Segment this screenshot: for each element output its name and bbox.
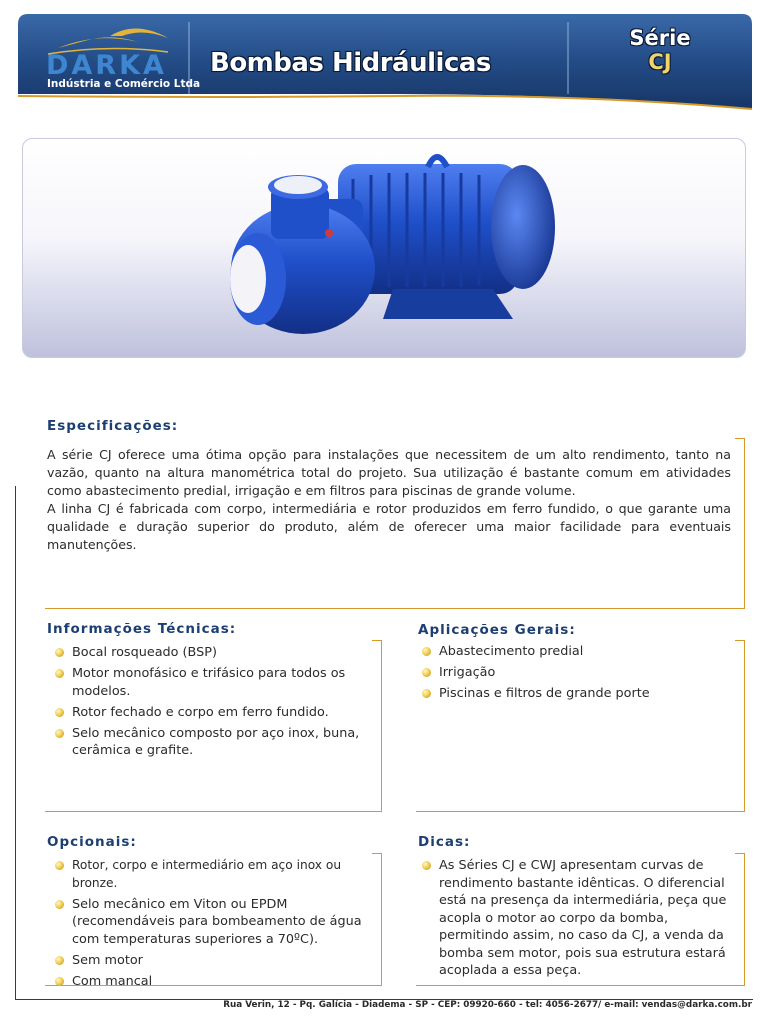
list-item	[414, 643, 734, 661]
tips-list	[414, 857, 736, 983]
applications-title: Aplicações Gerais:	[418, 622, 576, 638]
optionals-title: Opcionais:	[47, 834, 137, 850]
bullet-icon	[55, 729, 64, 738]
list-item	[47, 725, 367, 760]
bullet-icon	[55, 669, 64, 678]
list-item-text: Com mancal	[72, 973, 153, 989]
list-item	[47, 857, 375, 892]
list-item	[47, 952, 375, 970]
page-left-rule	[15, 486, 16, 1000]
list-item	[47, 704, 367, 722]
specs-paragraph-1: A série CJ oferece uma ótima opção para instalações que necessitem de um alto rendimento, tanto na vazão, quanto na altura manométrica total do projeto. Sua utilização é bastante comum em atividades como abastecimento predial, irrigação e em filtros para piscinas de grande volume.	[47, 447, 731, 498]
list-item-text: Selo mecânico composto por aço inox, buna, cerâmica e grafite.	[72, 725, 360, 758]
list-item	[47, 973, 375, 991]
list-item-text: Bocal rosqueado (BSP)	[72, 645, 217, 660]
product-photo	[22, 138, 746, 358]
applications-list	[414, 643, 734, 706]
list-item-text: Rotor, corpo e intermediário em aço inox ou bronze.	[72, 858, 342, 890]
list-item	[47, 896, 375, 949]
list-item-text: Piscinas e filtros de grande porte	[439, 686, 650, 701]
list-item-text: Selo mecânico em Viton ou EPDM (recomendáveis para bombeamento de água com temperaturas superiores a 70ºC).	[72, 896, 362, 947]
logo-subtitle: Indústria e Comércio Ltda	[47, 78, 201, 90]
specs-paragraph-2: A linha CJ é fabricada com corpo, intermediária e rotor produzidos em ferro fundido, o que garante uma qualidade e duração superior do produto, além de oferecer uma maior facilidade para eventuais manutenções.	[47, 501, 731, 552]
list-item-text: Abastecimento predial	[439, 644, 584, 659]
list-item-text: Irrigação	[439, 665, 496, 680]
list-item-text: Sem motor	[72, 952, 143, 968]
bullet-icon	[422, 689, 431, 698]
tips-title: Dicas:	[418, 834, 471, 850]
header-banner	[18, 14, 752, 106]
bullet-icon	[55, 977, 64, 986]
bullet-icon	[55, 900, 64, 909]
bullet-icon	[422, 861, 431, 870]
list-item-text: Rotor fechado e corpo em ferro fundido.	[72, 704, 329, 720]
series-badge	[570, 26, 750, 74]
logo-wordmark: DARKA	[46, 50, 167, 81]
list-item-text: As Séries CJ e CWJ apresentam curvas de rendimento bastante idênticas. O diferencial está na presença da intermediária, peça que acopla o motor ao corpo da bomba, permitindo assim, no caso da CJ, a venda da bomba sem motor, pois sua estrutura estará acoplada a essa peça.	[439, 858, 727, 978]
bullet-icon	[55, 956, 64, 965]
list-item	[414, 685, 734, 703]
tech-info-title: Informações Técnicas:	[47, 621, 237, 637]
bullet-icon	[422, 647, 431, 656]
bullet-icon	[422, 668, 431, 677]
bullet-icon	[55, 648, 64, 657]
list-item	[47, 665, 367, 700]
list-item-text: Motor monofásico e trifásico para todos os modelos.	[72, 666, 346, 699]
page-title: Bombas Hidráulicas	[210, 48, 491, 78]
series-code: CJ	[648, 50, 672, 74]
bullet-icon	[55, 708, 64, 717]
list-item	[414, 664, 734, 682]
pump-illustration	[23, 139, 745, 357]
tech-info-list	[47, 644, 367, 763]
optionals-list	[47, 857, 375, 994]
bullet-icon	[55, 861, 64, 870]
list-item	[414, 857, 736, 980]
list-item	[47, 644, 367, 662]
series-label: Série	[629, 26, 691, 50]
footer-contact: Rua Verin, 12 - Pq. Galícia - Diadema - SP - CEP: 09920-660 - tel: 4056-2677/ e-mail: vendas@darka.com.br	[223, 1000, 752, 1010]
specs-title: Especificações:	[47, 418, 179, 434]
